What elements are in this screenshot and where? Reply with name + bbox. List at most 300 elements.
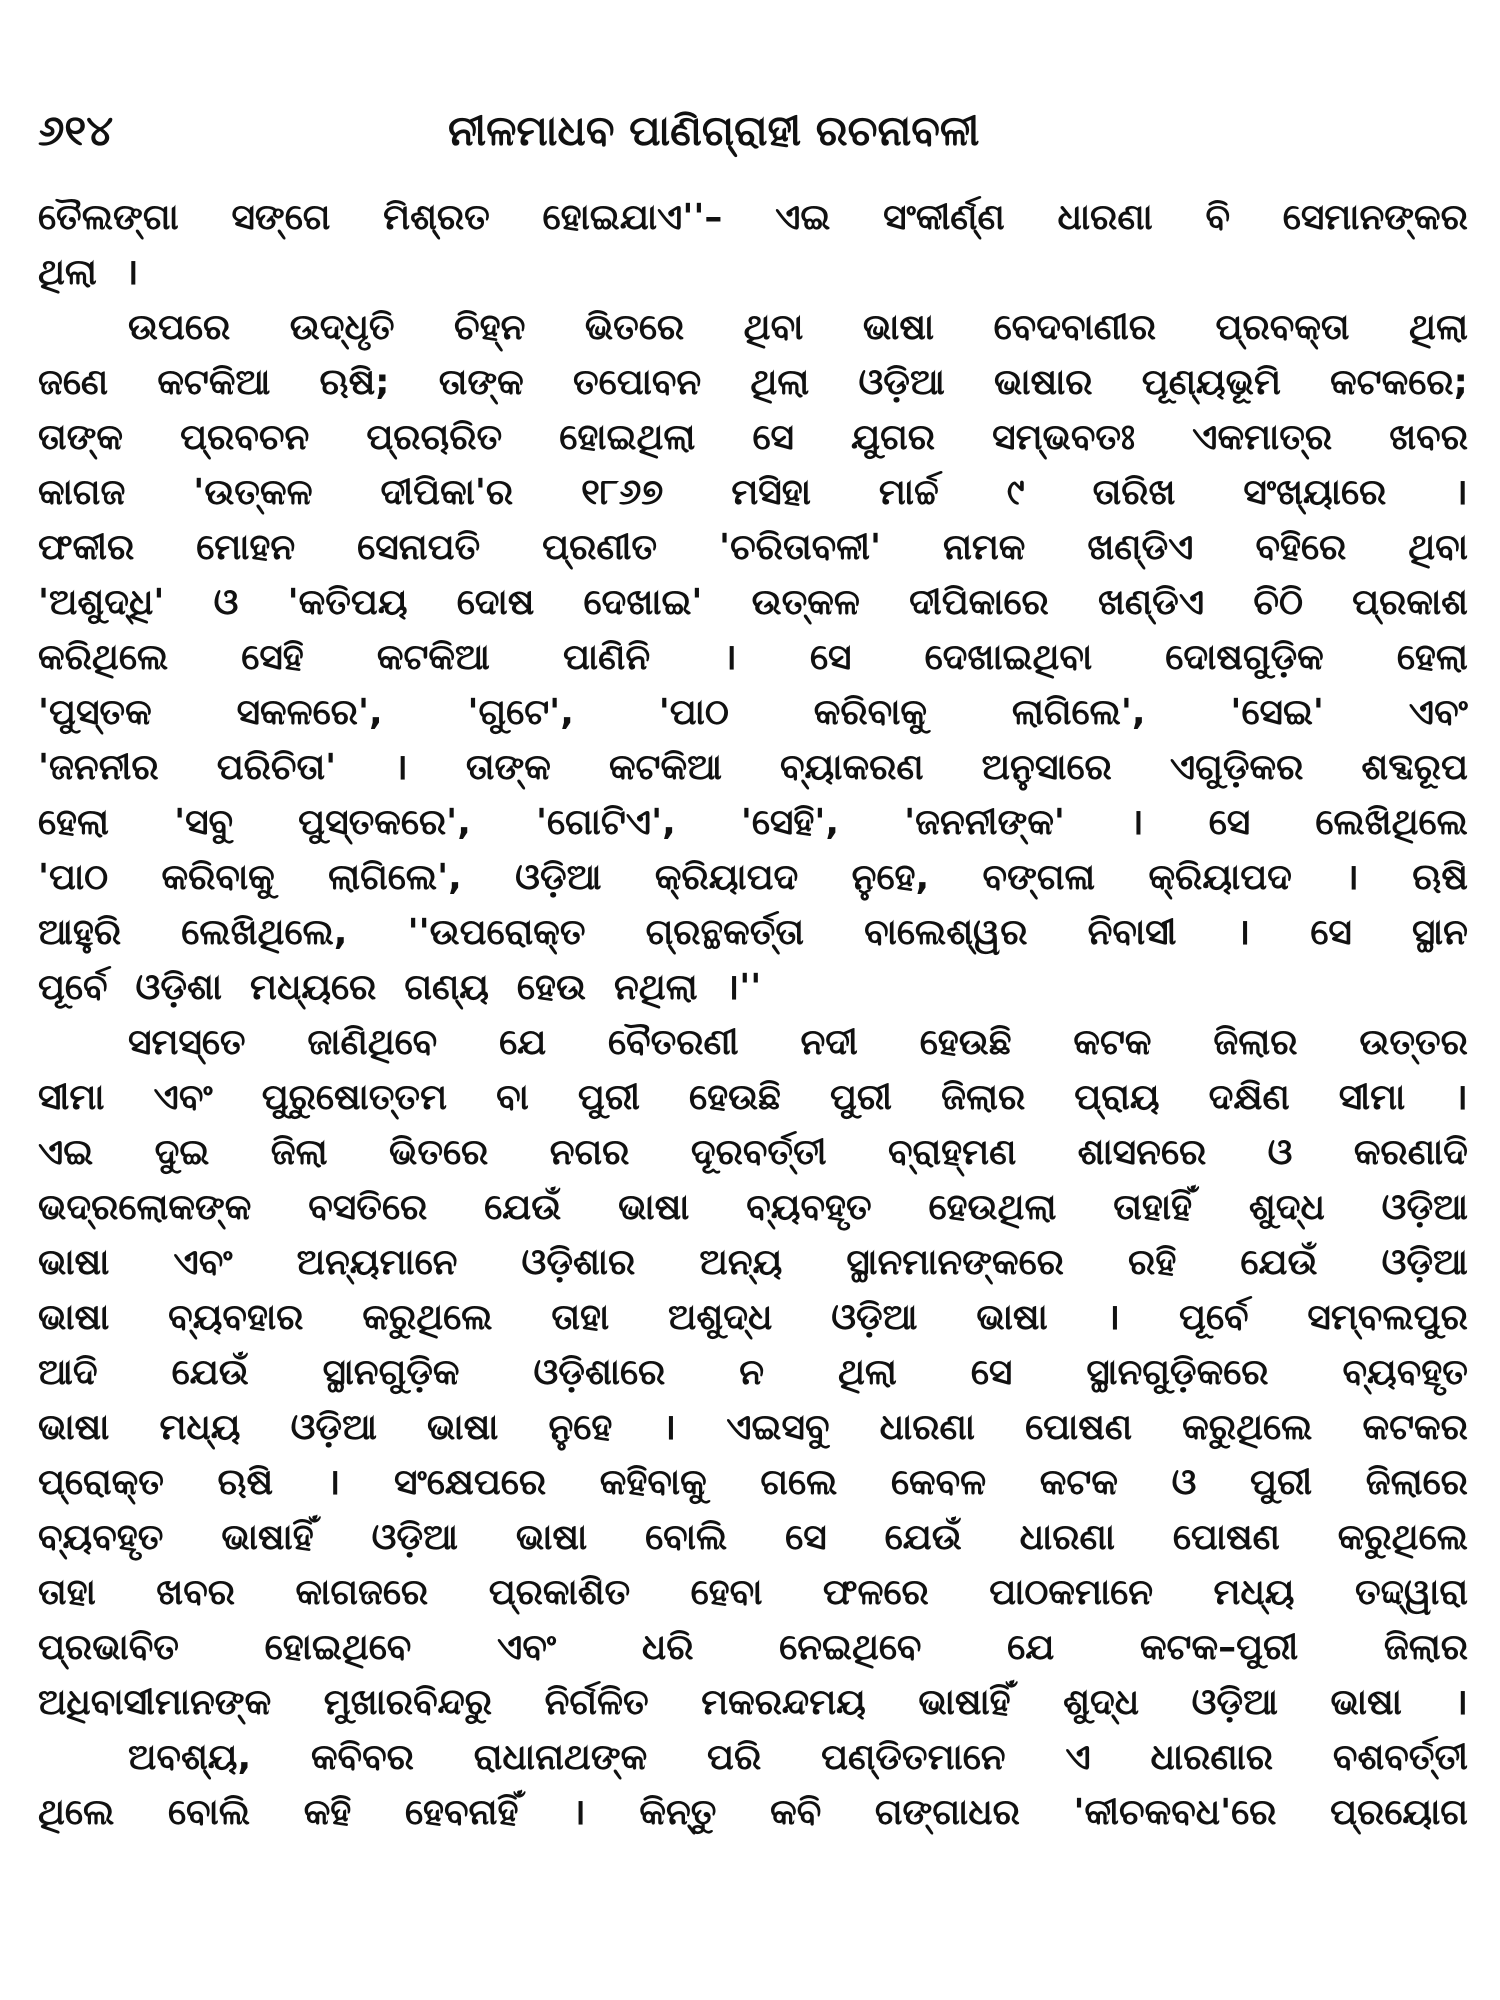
word: ।'' — [725, 967, 762, 1008]
word: ଏଇ — [775, 197, 831, 238]
word: । — [1106, 1297, 1121, 1338]
word: ଭିତରେ — [584, 307, 685, 348]
word: କବିବର — [310, 1737, 414, 1778]
word: ଋଷି; — [319, 362, 390, 403]
text-line — [38, 190, 1468, 245]
word: ଯେ — [1007, 1627, 1055, 1668]
word: ଜିଲାର — [941, 1077, 1026, 1118]
word: ପ୍ରାୟ — [1074, 1077, 1160, 1118]
word: ସେ — [1208, 802, 1251, 843]
word: ନଗର — [549, 1132, 630, 1173]
word: 'ଚରିତାବଳୀ' — [719, 527, 881, 568]
word: କରିବାକୁ — [161, 857, 275, 898]
word: କରୁଥିଲେ — [1182, 1407, 1313, 1448]
word: ଗଣ୍ୟ — [404, 967, 489, 1008]
word: ହୋଇଥିଲା — [559, 417, 696, 458]
word: 'ଉତ୍କଳ — [193, 472, 313, 513]
word: ଚିହ୍ନ — [453, 307, 526, 348]
word: ଲାଗିଲେ', — [1011, 692, 1146, 733]
word: କରୁଥିଲେ — [362, 1297, 493, 1338]
word: କେବଳ — [890, 1462, 987, 1503]
word: ଯେଉଁ — [484, 1187, 562, 1228]
word: ପୋଷଣ — [1025, 1407, 1133, 1448]
text-line — [38, 905, 1468, 960]
word: ପୁରୁଷୋତ୍ତମ — [261, 1077, 448, 1118]
word: ମକରନ୍ଦମୟ — [701, 1682, 866, 1723]
word: କଟକ — [1039, 1462, 1118, 1503]
word: କଟକ — [1073, 1022, 1152, 1063]
word: ଯେଉଁ — [884, 1517, 962, 1558]
word: ଓଡ଼ିଆ — [831, 1297, 918, 1338]
word: ନଦୀ — [800, 1022, 858, 1063]
word: ଭାଷା — [427, 1407, 499, 1448]
word: ଓ — [213, 582, 239, 623]
word: ଗଙ୍ଗାଧର — [874, 1792, 1020, 1833]
word: ଶୁଦ୍ଧ — [1248, 1187, 1325, 1228]
word: ପରି — [707, 1737, 762, 1778]
word: 'ସେହି', — [740, 802, 840, 843]
word: ବ୍ୟବହାର — [168, 1297, 304, 1338]
word: କରିବାକୁ — [813, 692, 928, 733]
word: ପାଠକମାନେ — [989, 1572, 1153, 1613]
word: କ୍ରିୟାପଦ — [1148, 857, 1292, 898]
word: ସେ — [785, 1517, 827, 1558]
word: ପୁସ୍ତକରେ', — [298, 802, 471, 843]
word: ଜିଲାର — [1213, 1022, 1298, 1063]
text-line — [38, 1675, 1468, 1730]
word: ପ୍ରବଚନ — [180, 417, 310, 458]
word: ପୁରୀ — [829, 1077, 893, 1118]
word: ବେଦବାଣୀର — [993, 307, 1157, 348]
text-line — [38, 1620, 1468, 1675]
word: କବି — [770, 1792, 822, 1833]
word: ଦକ୍ଷିଣ — [1208, 1077, 1290, 1118]
page-header — [38, 96, 1468, 166]
word: ସମ୍ଭବତଃ — [992, 417, 1136, 458]
word: ଏଗୁଡ଼ିକର — [1169, 747, 1304, 788]
word: 'ପୁସ୍ତକ — [38, 692, 152, 733]
word: ତପୋବନ — [572, 362, 702, 403]
word: ଯୁଗର — [851, 417, 936, 458]
word: ବୋଲି — [167, 1792, 251, 1833]
word: ସେହି — [241, 637, 304, 678]
word: ବସତିରେ — [308, 1187, 428, 1228]
word: 'ପାଠ — [38, 857, 109, 898]
word: ବା — [496, 1077, 529, 1118]
word: ପ୍ରୟୋଗ — [1330, 1792, 1468, 1833]
word: ତାଙ୍କ — [465, 747, 551, 788]
word: 'ପାଠ — [658, 692, 729, 733]
word: ଥିଲା — [838, 1352, 897, 1393]
word: ଭାଷାର — [993, 362, 1093, 403]
word: ମୋହନ — [196, 527, 296, 568]
word: ହେଉ — [516, 967, 586, 1008]
word: ଏବଂ — [1408, 692, 1468, 733]
word: ସ୍ଥାନଗୁଡ଼ିକରେ — [1086, 1352, 1269, 1393]
word: ଭିତରେ — [388, 1132, 489, 1173]
word: ଜାଣିଥିବେ — [307, 1022, 438, 1063]
word: 'କତିପୟ — [287, 582, 408, 623]
word: ଉତ୍ତର — [1359, 1022, 1468, 1063]
word: । — [1130, 802, 1144, 843]
word: । — [572, 1792, 586, 1833]
word: ପ୍ରଣୀତ — [542, 527, 658, 568]
word: ଓଡ଼ିଆ — [371, 1517, 458, 1558]
word: କାଗଜ — [38, 472, 126, 513]
word: ଭାଷା — [1330, 1682, 1402, 1723]
word: । — [1236, 912, 1251, 953]
word: କରୁଥିଲେ — [1337, 1517, 1468, 1558]
word: ଓ — [1171, 1462, 1197, 1503]
word: ପାଣିନି — [562, 637, 651, 678]
word: 'ଜନନୀଙ୍କ' — [904, 802, 1065, 843]
word: ଥିଲା — [1409, 307, 1468, 348]
word: ଲେଖିଥିଲେ — [1315, 802, 1468, 843]
word: ଅବଶ୍ୟ, — [128, 1737, 252, 1778]
word: ଓଡ଼ିଶା — [135, 967, 223, 1008]
text-line — [38, 1565, 1468, 1620]
word: ଭାଷା — [976, 1297, 1048, 1338]
word: ଖବର — [156, 1572, 236, 1613]
word: ଉପରେ — [128, 307, 231, 348]
word: ଏକମାତ୍ର — [1192, 417, 1333, 458]
word: ଋଷି — [217, 1462, 274, 1503]
word: ସେମାନଙ୍କର — [1282, 197, 1468, 238]
word: ରହି — [1128, 1242, 1177, 1283]
word: ମସିହା — [731, 472, 811, 513]
word: ନିବାସୀ — [1087, 912, 1177, 953]
word: ଓଡ଼ିଶାରେ — [533, 1352, 666, 1393]
word: ଅନୁସାରେ — [981, 747, 1112, 788]
word: ତଦ୍ଦ୍ୱାରା — [1354, 1572, 1468, 1613]
word: ଭାଷା — [38, 1407, 110, 1448]
text-line — [38, 1235, 1468, 1290]
word: ଶବ୍ଦରୂପ — [1361, 747, 1468, 788]
word: ଭାଷା — [862, 307, 935, 348]
text-line — [38, 740, 1468, 795]
word: ଓଡ଼ିଆ — [290, 1407, 377, 1448]
page-number: ୬୧୪ — [38, 106, 114, 155]
word: ଭାଷା — [515, 1517, 588, 1558]
text-line — [38, 795, 1468, 850]
word: ହେଉଥିଲା — [928, 1187, 1057, 1228]
word: ପ୍ରୋକ୍ତ — [38, 1462, 164, 1503]
word: ଖଣ୍ଡିଏ — [1087, 527, 1194, 568]
word: 'ଗୁଟେ', — [467, 692, 574, 733]
word: ଥିବା — [743, 307, 804, 348]
word: ଏ — [1065, 1737, 1091, 1778]
word: ମଧ୍ୟ — [159, 1407, 241, 1448]
word: ଭାଷା — [618, 1187, 690, 1228]
word: କହି — [303, 1792, 352, 1833]
word: । — [1454, 472, 1468, 513]
word: ମିଶ୍ରତ — [383, 197, 490, 238]
word: ପୂର୍ବେ — [1179, 1297, 1249, 1338]
word: । — [124, 252, 139, 293]
word: ଫଳରେ — [822, 1572, 929, 1613]
word: ଖଣ୍ଡିଏ — [1098, 582, 1205, 623]
word: ଥିବା — [1408, 527, 1468, 568]
word: ହେବା — [690, 1572, 763, 1613]
word: ତାଙ୍କ — [438, 362, 524, 403]
word: କହିବାକୁ — [599, 1462, 707, 1503]
word: ଓଡ଼ିଆ — [1381, 1242, 1468, 1283]
word: 'ଗୋଟିଏ', — [535, 802, 676, 843]
text-line — [38, 960, 1468, 1015]
word: ଗ୍ରନ୍ଥକର୍ତ୍ତା — [645, 912, 804, 953]
word: ବଶବର୍ତ୍ତୀ — [1332, 1737, 1468, 1778]
word: ତାରିଖ — [1092, 472, 1176, 513]
word: କିନ୍ତୁ — [639, 1792, 717, 1833]
word: ପୁରୀ — [577, 1077, 640, 1118]
word: କାଗଜରେ — [295, 1572, 429, 1613]
word: ଉଦ୍ଧୃତି — [289, 307, 395, 348]
word: ଦୀପିକା'ର — [380, 472, 514, 513]
word: 'ଅଶୁଦ୍ଧି' — [38, 582, 165, 623]
word: ଖବର — [1389, 417, 1468, 458]
word: ଭାଷା — [38, 1242, 110, 1283]
word: ଭାଷାହିଁ — [221, 1517, 314, 1558]
word: ସେ — [1310, 912, 1352, 953]
text-line — [38, 1510, 1468, 1565]
word: କଟକିଆ — [608, 747, 722, 788]
text-line — [38, 685, 1468, 740]
word: ଶାସନରେ — [1077, 1132, 1207, 1173]
text-line — [38, 1015, 1468, 1070]
word: ଥିଲେ — [38, 1792, 115, 1833]
text-line — [38, 245, 1468, 300]
body-text — [38, 190, 1468, 1840]
text-line — [38, 1730, 1468, 1785]
word: ସୀମା — [1338, 1077, 1406, 1118]
running-title: ନୀଳମାଧବ ପାଣିଗ୍ରାହୀ ରଚନାବଳୀ — [448, 106, 980, 155]
word: ସ୍ଥାନଗୁଡ଼ିକ — [322, 1352, 460, 1393]
word: ସ୍ଥାନମାନଙ୍କରେ — [846, 1242, 1064, 1283]
word: ନଥିଲା — [613, 967, 698, 1008]
word: ବ୍ୟବହୃତ — [38, 1517, 164, 1558]
word: ମାର୍ଚ୍ଚ — [878, 472, 939, 513]
word: ଶୁଦ୍ଧ — [1063, 1682, 1140, 1723]
word: ସମ୍ବଲପୁର — [1307, 1297, 1468, 1338]
word: ଏଇ — [38, 1132, 94, 1173]
word: ମୁଖାରବିନ୍ଦରୁ — [323, 1682, 493, 1723]
word: କରିଥିଲେ — [38, 637, 169, 678]
text-line — [38, 1785, 1468, 1840]
word: ପ୍ରକାଶିତ — [488, 1572, 631, 1613]
word: ବ୍ୟାକରଣ — [780, 747, 924, 788]
word: ନ — [739, 1352, 765, 1393]
word: ନାମକ — [942, 527, 1026, 568]
word: ଚିଠି — [1253, 582, 1303, 623]
word: । — [723, 637, 737, 678]
word: ଜିଲାର — [1383, 1627, 1468, 1668]
word: ଓଡ଼ିଆ — [515, 857, 602, 898]
word: ସଂକ୍ଷେପରେ — [394, 1462, 547, 1503]
word: କଟକରେ; — [1330, 362, 1468, 403]
word: ପରିଚିତା' — [216, 747, 337, 788]
word: କଟକ–ପୁରୀ — [1139, 1627, 1299, 1668]
word: ତୈଲଙ୍ଗା — [38, 197, 179, 238]
word: ରାଧାନାଥଙ୍କ — [473, 1737, 648, 1778]
word: ଲେଖିଥିଲେ, — [181, 912, 348, 953]
word: ପୂଣ୍ୟଭୂମି — [1141, 362, 1281, 403]
word: । — [326, 1462, 341, 1503]
text-line — [38, 850, 1468, 905]
word: ଗଲେ — [760, 1462, 838, 1503]
word: ସୀମା — [38, 1077, 105, 1118]
word: କରଣାଦି — [1353, 1132, 1468, 1173]
word: ଭଦ୍ରଲୋକଙ୍କ — [38, 1187, 252, 1228]
word: ପ୍ରବକ୍ତା — [1215, 307, 1350, 348]
text-line — [38, 1070, 1468, 1125]
word: ଓଡ଼ିଆ — [1191, 1682, 1278, 1723]
text-line — [38, 1345, 1468, 1400]
word: ସେନାପତି — [357, 527, 481, 568]
word: ୧୮୬୭ — [581, 472, 664, 513]
word: ବ୍ରାହ୍ମଣ — [887, 1132, 1017, 1173]
word: ମଧ୍ୟ — [1213, 1572, 1295, 1613]
word: । — [1454, 1682, 1468, 1723]
word: ଅଶୁଦ୍ଧ — [668, 1297, 773, 1338]
word: ସେ — [970, 1352, 1013, 1393]
word: ନୁହେ, — [851, 857, 930, 898]
word: । — [394, 747, 408, 788]
word: ନିର୍ଗଳିତ — [544, 1682, 649, 1723]
word: 'ଜନନୀର — [38, 747, 159, 788]
text-line — [38, 520, 1468, 575]
word: ତାଙ୍କ — [38, 417, 124, 458]
word: ସଂକୀର୍ଣ୍ଣ — [883, 197, 1005, 238]
text-line — [38, 1290, 1468, 1345]
word: ଧାରଣା — [1019, 1517, 1115, 1558]
word: ହେଲା — [38, 802, 109, 843]
word: ଅଧିବାସୀମାନଙ୍କ — [38, 1682, 272, 1723]
word: ବି — [1205, 197, 1231, 238]
word: ମଧ୍ୟରେ — [250, 967, 377, 1008]
word: ପୋଷଣ — [1172, 1517, 1280, 1558]
word: ଥିଲା — [38, 252, 97, 293]
word: କ୍ରିୟାପଦ — [654, 857, 799, 898]
word: ଦୋଷଗୁଡ଼ିକ — [1165, 637, 1324, 678]
word: ବ୍ୟବହୃତ — [1342, 1352, 1468, 1393]
word: ବଙ୍ଗଳା — [982, 857, 1096, 898]
word: 'କୀଚକବଧ'ରେ — [1073, 1792, 1277, 1833]
word: ଧାରଣାର — [1150, 1737, 1274, 1778]
word: କଟକିଆ — [157, 362, 271, 403]
word: ନୁହେ — [548, 1407, 613, 1448]
word: ତାହାହିଁ — [1113, 1187, 1193, 1228]
word: ହେଉଛି — [689, 1077, 781, 1118]
word: ଦୁଇ — [154, 1132, 210, 1173]
word: । — [1345, 857, 1359, 898]
word: ସକଳରେ', — [236, 692, 383, 733]
word: 'ସେଇ' — [1230, 692, 1324, 733]
word: । — [1454, 1077, 1468, 1118]
word: ହେଉଛି — [919, 1022, 1012, 1063]
word: ଯେ — [499, 1022, 547, 1063]
text-line — [38, 355, 1468, 410]
word: ହେବନାହିଁ — [404, 1792, 519, 1833]
word: ଧରି — [641, 1627, 694, 1668]
word: ତାହା — [551, 1297, 610, 1338]
text-line — [38, 300, 1468, 355]
word: ପୂର୍ବେ — [38, 967, 108, 1008]
word: ବହିରେ — [1255, 527, 1347, 568]
word: ଥିଲା — [750, 362, 810, 403]
word: ତାହା — [38, 1572, 96, 1613]
word: ବାଲେଶ୍ୱର — [864, 912, 1028, 953]
word: ଓଡ଼ିଆ — [1381, 1187, 1468, 1228]
word: ପ୍ରଚାରିତ — [366, 417, 503, 458]
word: କଟକର — [1362, 1407, 1468, 1448]
word: ହୋଇଯାଏ''– — [542, 197, 723, 238]
word: ଅନ୍ୟମାନେ — [296, 1242, 458, 1283]
word: ୯ — [1006, 472, 1025, 513]
word: ବୈତରଣୀ — [608, 1022, 739, 1063]
word: ଯେଉଁ — [1240, 1242, 1318, 1283]
word: ହୋଇଥିବେ — [264, 1627, 412, 1668]
word: ସମସ୍ତେ — [128, 1022, 246, 1063]
text-line — [38, 1180, 1468, 1235]
word: ବୋଲି — [645, 1517, 728, 1558]
word: ହେଲା — [1396, 637, 1468, 678]
word: ଦୋଷ — [456, 582, 535, 623]
word: ପଣ୍ଡିତମାନେ — [821, 1737, 1006, 1778]
word: 'ସବୁ — [174, 802, 234, 843]
text-line — [38, 630, 1468, 685]
word: ଲାଗିଲେ', — [328, 857, 462, 898]
word: ଏବଂ — [153, 1077, 213, 1118]
word: ଦେଖାଇଥିବା — [924, 637, 1093, 678]
word: ନେଇଥିବେ — [779, 1627, 922, 1668]
word: ଓଡ଼ିଶାର — [521, 1242, 636, 1283]
word: ଆହୁରି — [38, 912, 122, 953]
word: ଓଡ଼ିଆ — [858, 362, 945, 403]
word: ଆଦି — [38, 1352, 98, 1393]
word: ଦୂରବର୍ତ୍ତୀ — [690, 1132, 827, 1173]
word: ଧାରଣା — [1057, 197, 1153, 238]
word: ସଂଖ୍ୟାରେ — [1243, 472, 1387, 513]
word: ସେ — [752, 417, 794, 458]
word: ଜିଲାରେ — [1365, 1462, 1468, 1503]
word: ପ୍ରଭାବିତ — [38, 1627, 179, 1668]
word: ସେ — [809, 637, 852, 678]
word: ଧାରଣା — [879, 1407, 975, 1448]
word: ଭାଷା — [38, 1297, 110, 1338]
word: । — [662, 1407, 677, 1448]
word: ଯେଉଁ — [171, 1352, 249, 1393]
word: ଅନ୍ୟ — [699, 1242, 783, 1283]
text-line — [38, 1455, 1468, 1510]
word: ଭାଷାହିଁ — [918, 1682, 1011, 1723]
word: ଏଇସବୁ — [726, 1407, 830, 1448]
text-line — [38, 410, 1468, 465]
word: ଓ — [1267, 1132, 1293, 1173]
word: ଦେଖାଇ' — [583, 582, 703, 623]
word: ସ୍ଥାନ — [1411, 912, 1468, 953]
word: ଜିଲା — [270, 1132, 328, 1173]
word: ସଙ୍ଗେ — [231, 197, 331, 238]
word: ଦୀପିକାରେ — [909, 582, 1049, 623]
word: ବ୍ୟବହୃତ — [746, 1187, 872, 1228]
word: ଏବଂ — [173, 1242, 233, 1283]
word: ଜଣେ — [38, 362, 109, 403]
text-line — [38, 1125, 1468, 1180]
word: ''ଉପରୋକ୍ତ — [407, 912, 586, 953]
word: ପ୍ରକାଶ — [1352, 582, 1468, 623]
word: କଟକିଆ — [376, 637, 490, 678]
word: ଉତ୍କଳ — [751, 582, 860, 623]
